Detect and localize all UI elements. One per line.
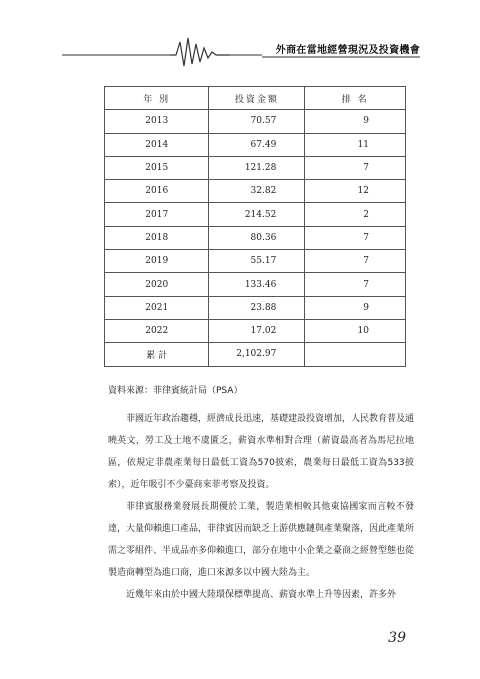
header-year: 年 別 bbox=[105, 87, 209, 110]
cell-rank: 11 bbox=[305, 133, 406, 156]
table-row bbox=[105, 203, 406, 226]
cell-amount: 67.49 bbox=[209, 133, 305, 156]
page-header bbox=[0, 0, 480, 70]
table-header-row bbox=[105, 87, 406, 110]
page-number: 39 bbox=[388, 630, 406, 646]
cell-year: 2013 bbox=[105, 110, 209, 133]
cell-amount: 70.57 bbox=[209, 110, 305, 133]
cell-amount: 23.88 bbox=[209, 296, 305, 319]
cell-amount: 80.36 bbox=[209, 226, 305, 249]
body-paragraph-2 bbox=[108, 496, 414, 584]
cell-rank: 10 bbox=[305, 319, 406, 342]
cell-rank: 9 bbox=[305, 296, 406, 319]
cell-rank: 2 bbox=[305, 203, 406, 226]
cell-rank: 9 bbox=[305, 110, 406, 133]
table-source-note: 資料來源：菲律賓統計局（PSA） bbox=[108, 386, 243, 396]
cell-year: 2017 bbox=[105, 203, 209, 226]
header-title: 外商在當地經營現況及投資機會 bbox=[275, 45, 420, 56]
paragraph-text: 菲律賓服務業發展長期優於工業，製造業相較其他東協國家而言較不發達，大量仰賴進口產品，菲律賓因而缺乏上游供應鏈與產業聚落，因此產業所需之零組件、半成品亦多仰賴進口，部分在地中小企業之臺商之經營型態也從製造商轉型為進口商，進口來源多以中國大陸為主。 bbox=[108, 502, 415, 578]
cell-rank: 7 bbox=[305, 273, 406, 296]
paragraph-text: 菲國近年政治趨穩，經濟成長迅速，基礎建設投資增加，人民教育普及通曉英文，勞工及土地不虞匱乏，薪資水準相對合理（薪資最高者為馬尼拉地區，依規定非農產業每日最低工資為570披索，農業每日最低工資為533披索），近年吸引不少臺商來菲考察及投資。 bbox=[108, 414, 415, 490]
cell-amount: 133.46 bbox=[209, 273, 305, 296]
cell-amount: 17.02 bbox=[209, 319, 305, 342]
cell-amount: 214.52 bbox=[209, 203, 305, 226]
investment-table bbox=[104, 86, 406, 367]
table-row bbox=[105, 296, 406, 319]
table-row bbox=[105, 133, 406, 156]
cell-year: 2022 bbox=[105, 319, 209, 342]
paragraph-text: 近幾年來由於中國大陸環保標準提高、薪資水準上升等因素，許多外 bbox=[126, 590, 397, 600]
table-row bbox=[105, 273, 406, 296]
cell-year: 2019 bbox=[105, 250, 209, 273]
cell-amount: 32.82 bbox=[209, 180, 305, 203]
total-rank bbox=[305, 343, 406, 366]
table-total-row bbox=[105, 343, 406, 366]
cell-year: 2015 bbox=[105, 156, 209, 179]
total-amount: 2,102.97 bbox=[209, 343, 305, 366]
header-rank: 排 名 bbox=[305, 87, 406, 110]
cell-amount: 55.17 bbox=[209, 250, 305, 273]
table-row bbox=[105, 110, 406, 133]
body-paragraph-3 bbox=[108, 584, 414, 606]
cell-year: 2020 bbox=[105, 273, 209, 296]
cell-year: 2014 bbox=[105, 133, 209, 156]
table-row bbox=[105, 156, 406, 179]
body-paragraph-1 bbox=[108, 408, 414, 496]
total-label: 累 計 bbox=[105, 343, 209, 366]
cell-year: 2018 bbox=[105, 226, 209, 249]
table-row bbox=[105, 226, 406, 249]
cell-rank: 7 bbox=[305, 156, 406, 179]
cell-amount: 121.28 bbox=[209, 156, 305, 179]
header-rule-graphic bbox=[0, 0, 480, 70]
header-amount: 投資金額 bbox=[209, 87, 305, 110]
cell-rank: 7 bbox=[305, 226, 406, 249]
cell-year: 2016 bbox=[105, 180, 209, 203]
table-row bbox=[105, 180, 406, 203]
table-row bbox=[105, 250, 406, 273]
cell-year: 2021 bbox=[105, 296, 209, 319]
table-row bbox=[105, 319, 406, 342]
cell-rank: 7 bbox=[305, 250, 406, 273]
cell-rank: 12 bbox=[305, 180, 406, 203]
